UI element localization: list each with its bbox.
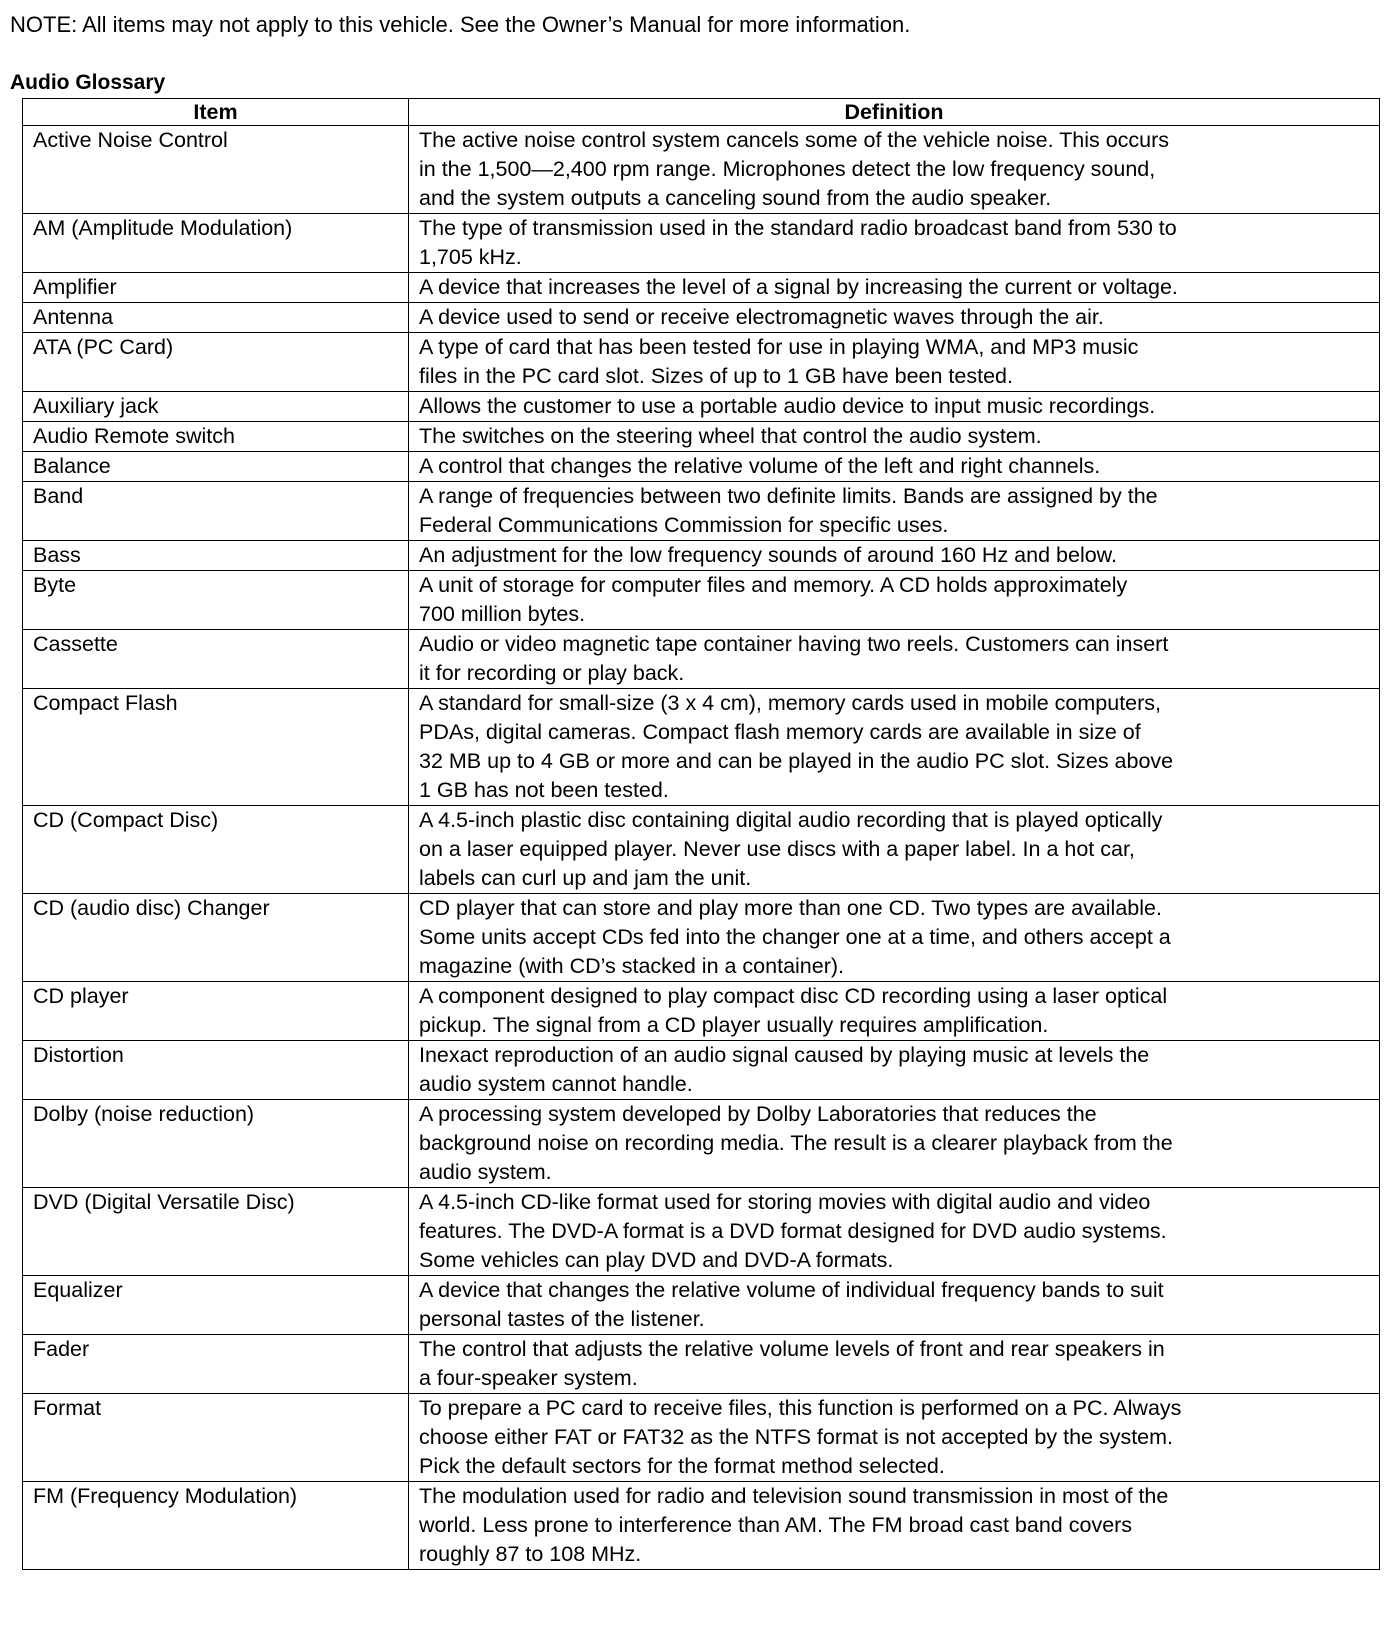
table-row bbox=[23, 392, 1380, 422]
glossary-definition: A unit of storage for computer files and memory. A CD holds approximately 700 million bytes. bbox=[409, 571, 1380, 630]
table-row bbox=[23, 333, 1380, 392]
glossary-term: Audio Remote switch bbox=[23, 422, 409, 452]
glossary-definition: The switches on the steering wheel that control the audio system. bbox=[409, 422, 1380, 452]
glossary-definition: The active noise control system cancels some of the vehicle noise. This occurs in the 1,500—2,400 rpm range. Microphones detect the low frequency sound, and the system outputs a canceling sound from the audio speaker. bbox=[409, 126, 1380, 214]
glossary-term: Cassette bbox=[23, 630, 409, 689]
glossary-definition: An adjustment for the low frequency sounds of around 160 Hz and below. bbox=[409, 541, 1380, 571]
table-row bbox=[23, 541, 1380, 571]
glossary-definition: Allows the customer to use a portable audio device to input music recordings. bbox=[409, 392, 1380, 422]
glossary-definition: A processing system developed by Dolby Laboratories that reduces the background noise on recording media. The result is a clearer playback from the audio system. bbox=[409, 1100, 1380, 1188]
table-row bbox=[23, 482, 1380, 541]
table-row bbox=[23, 982, 1380, 1041]
glossary-term: Active Noise Control bbox=[23, 126, 409, 214]
glossary-term: Equalizer bbox=[23, 1276, 409, 1335]
glossary-definition: A standard for small-size (3 x 4 cm), memory cards used in mobile computers, PDAs, digital cameras. Compact flash memory cards are available in size of 32 MB up to 4 GB or more and can be played in the audio PC slot. Sizes above 1 GB has not been tested. bbox=[409, 689, 1380, 806]
table-row bbox=[23, 1394, 1380, 1482]
glossary-definition: A 4.5-inch CD-like format used for storing movies with digital audio and video features. The DVD-A format is a DVD format designed for DVD audio systems. Some vehicles can play DVD and DVD-A formats. bbox=[409, 1188, 1380, 1276]
glossary-definition: CD player that can store and play more than one CD. Two types are available. Some units accept CDs fed into the changer one at a time, and others accept a magazine (with CD’s stacked in a container). bbox=[409, 894, 1380, 982]
table-row bbox=[23, 806, 1380, 894]
glossary-term: Byte bbox=[23, 571, 409, 630]
table-row bbox=[23, 1188, 1380, 1276]
glossary-term: Fader bbox=[23, 1335, 409, 1394]
glossary-definition: A range of frequencies between two definite limits. Bands are assigned by the Federal Communications Commission for specific uses. bbox=[409, 482, 1380, 541]
glossary-term: Auxiliary jack bbox=[23, 392, 409, 422]
glossary-term: Distortion bbox=[23, 1041, 409, 1100]
table-row bbox=[23, 422, 1380, 452]
table-row bbox=[23, 1335, 1380, 1394]
glossary-definition: The control that adjusts the relative volume levels of front and rear speakers in a four-speaker system. bbox=[409, 1335, 1380, 1394]
glossary-definition: A component designed to play compact disc CD recording using a laser optical pickup. The signal from a CD player usually requires amplification. bbox=[409, 982, 1380, 1041]
glossary-definition: The type of transmission used in the standard radio broadcast band from 530 to 1,705 kHz. bbox=[409, 214, 1380, 273]
glossary-definition: A control that changes the relative volume of the left and right channels. bbox=[409, 452, 1380, 482]
table-row bbox=[23, 1482, 1380, 1570]
glossary-term: CD player bbox=[23, 982, 409, 1041]
glossary-definition: A 4.5-inch plastic disc containing digital audio recording that is played optically on a laser equipped player. Never use discs with a paper label. In a hot car, labels can curl up and jam the unit. bbox=[409, 806, 1380, 894]
audio-glossary-table bbox=[22, 98, 1380, 1570]
vehicle-note: NOTE: All items may not apply to this vehicle. See the Owner’s Manual for more information. bbox=[10, 12, 911, 37]
glossary-term: ATA (PC Card) bbox=[23, 333, 409, 392]
glossary-definition: A type of card that has been tested for use in playing WMA, and MP3 music files in the PC card slot. Sizes of up to 1 GB have been tested. bbox=[409, 333, 1380, 392]
glossary-term: Bass bbox=[23, 541, 409, 571]
table-row bbox=[23, 126, 1380, 214]
glossary-definition: A device that changes the relative volume of individual frequency bands to suit personal tastes of the listener. bbox=[409, 1276, 1380, 1335]
glossary-term: AM (Amplitude Modulation) bbox=[23, 214, 409, 273]
table-row bbox=[23, 303, 1380, 333]
section-title: Audio Glossary bbox=[10, 71, 166, 94]
glossary-definition: Inexact reproduction of an audio signal caused by playing music at levels the audio system cannot handle. bbox=[409, 1041, 1380, 1100]
glossary-definition: A device that increases the level of a signal by increasing the current or voltage. bbox=[409, 273, 1380, 303]
table-row bbox=[23, 452, 1380, 482]
table-row bbox=[23, 273, 1380, 303]
glossary-term: DVD (Digital Versatile Disc) bbox=[23, 1188, 409, 1276]
table-row bbox=[23, 1276, 1380, 1335]
table-row bbox=[23, 571, 1380, 630]
table-row bbox=[23, 1100, 1380, 1188]
table-row bbox=[23, 214, 1380, 273]
glossary-term: Antenna bbox=[23, 303, 409, 333]
glossary-definition: To prepare a PC card to receive files, this function is performed on a PC. Always choose either FAT or FAT32 as the NTFS format is not accepted by the system. Pick the default sectors for the format method selected. bbox=[409, 1394, 1380, 1482]
glossary-definition: The modulation used for radio and television sound transmission in most of the world. Less prone to interference than AM. The FM broad cast band covers roughly 87 to 108 MHz. bbox=[409, 1482, 1380, 1570]
table-row bbox=[23, 1041, 1380, 1100]
glossary-definition: A device used to send or receive electromagnetic waves through the air. bbox=[409, 303, 1380, 333]
glossary-term: Balance bbox=[23, 452, 409, 482]
glossary-term: CD (Compact Disc) bbox=[23, 806, 409, 894]
table-row bbox=[23, 630, 1380, 689]
glossary-term: Compact Flash bbox=[23, 689, 409, 806]
glossary-term: FM (Frequency Modulation) bbox=[23, 1482, 409, 1570]
glossary-term: Amplifier bbox=[23, 273, 409, 303]
table-body bbox=[23, 126, 1380, 1570]
glossary-term: CD (audio disc) Changer bbox=[23, 894, 409, 982]
glossary-definition: Audio or video magnetic tape container having two reels. Customers can insert it for recording or play back. bbox=[409, 630, 1380, 689]
glossary-term: Format bbox=[23, 1394, 409, 1482]
table-row bbox=[23, 689, 1380, 806]
table-header-row bbox=[23, 99, 1380, 126]
glossary-term: Dolby (noise reduction) bbox=[23, 1100, 409, 1188]
glossary-term: Band bbox=[23, 482, 409, 541]
column-header-item: Item bbox=[23, 99, 409, 126]
table-row bbox=[23, 894, 1380, 982]
column-header-definition: Definition bbox=[409, 99, 1380, 126]
